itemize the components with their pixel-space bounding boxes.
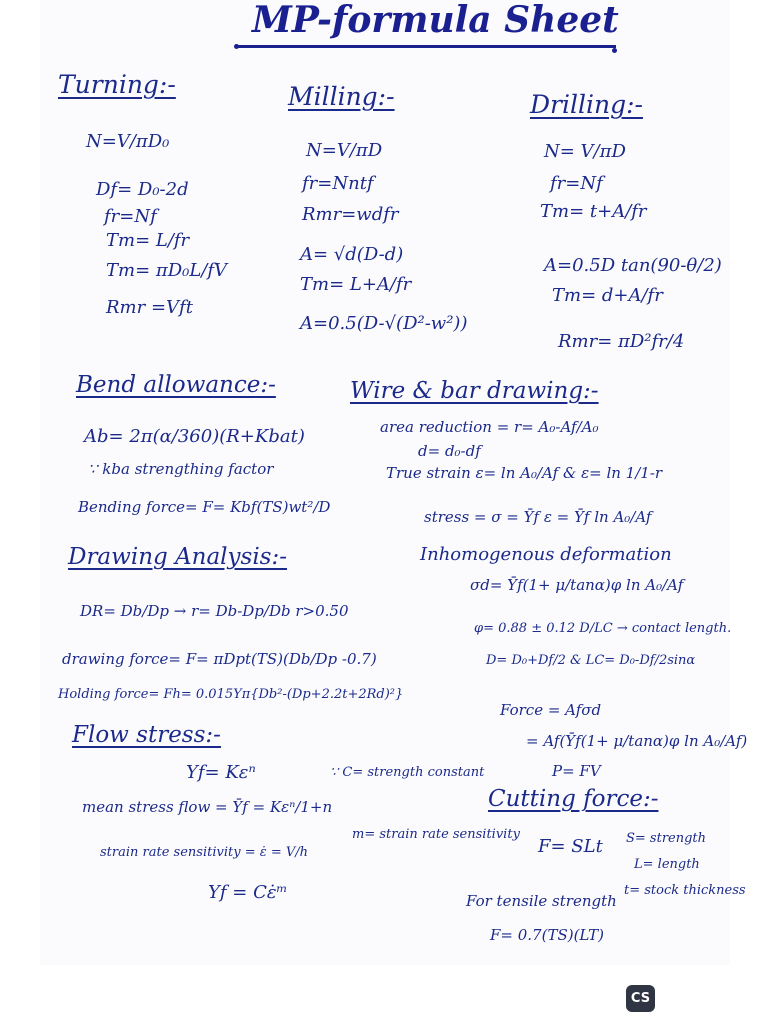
cutting-line-2: S= strength <box>626 831 707 846</box>
wire-line-1: area reduction = r= A₀-Af/A₀ <box>380 418 599 436</box>
milling-line-4: A= √d(D-d) <box>300 244 404 265</box>
inhomo-line-1: σd= Ȳf(1+ μ/tanα)φ ln A₀/Af <box>470 576 684 594</box>
inhomo-line-2: φ= 0.88 ± 0.12 D/LC → contact length. <box>474 621 732 636</box>
milling-heading: Milling:- <box>288 82 395 111</box>
turning-line-1: N=V/πD₀ <box>86 131 170 152</box>
camscanner-logo: CS <box>626 985 655 1012</box>
inhomo-line-4: Force = Afσd <box>500 701 602 719</box>
flow-line-5: m= strain rate sensitivity <box>352 827 520 842</box>
title-dot-right <box>612 48 617 53</box>
turning-heading: Turning:- <box>58 70 176 99</box>
milling-line-6: A=0.5(D-√(D²-w²)) <box>300 313 468 334</box>
cutting-line-6: F= 0.7(TS)(LT) <box>490 926 605 944</box>
bend-line-1: Ab= 2π(α/360)(R+Kbat) <box>84 426 305 447</box>
turning-line-2: Df= D₀-2d <box>96 179 189 200</box>
milling-line-3: Rmr=wdfr <box>302 204 399 225</box>
cutting-line-5: t= stock thickness <box>624 883 746 898</box>
cutting-line-4: For tensile strength <box>466 892 617 910</box>
inhomo-line-6: P= FV <box>552 762 601 780</box>
turning-line-5: Tm= πD₀L/fV <box>106 260 228 281</box>
title-underline <box>238 45 616 48</box>
drilling-line-2: fr=Nf <box>550 173 603 194</box>
drilling-heading: Drilling:- <box>530 90 643 119</box>
drilling-line-6: Rmr= πD²fr/4 <box>558 331 685 352</box>
turning-line-4: Tm= L/fr <box>106 230 190 251</box>
drilling-line-3: Tm= t+A/fr <box>540 201 647 222</box>
drilling-line-1: N= V/πD <box>544 141 626 162</box>
wire-heading: Wire & bar drawing:- <box>350 378 599 404</box>
cutting-line-1: F= SLt <box>538 836 603 857</box>
flow-heading: Flow stress:- <box>72 722 221 748</box>
page-title: MP-formula Sheet <box>252 0 619 41</box>
drawing-line-1: DR= Db/Dp → r= Db-Dp/Db r>0.50 <box>80 602 349 620</box>
inhomo-line-3: D= D₀+Df/2 & LC= D₀-Df/2sinα <box>486 653 696 668</box>
cutting-heading: Cutting force:- <box>488 786 659 812</box>
wire-line-4: stress = σ = Ȳf ε = Ȳf ln A₀/Af <box>424 508 652 526</box>
turning-line-3: fr=Nf <box>104 206 157 227</box>
flow-line-2: ∵ C= strength constant <box>330 765 485 780</box>
bend-line-2: ∵ kba strengthing factor <box>88 460 274 478</box>
flow-line-4: strain rate sensitivity = ε̇ = V/h <box>100 845 308 860</box>
milling-line-2: fr=Nntf <box>302 173 374 194</box>
milling-line-1: N=V/πD <box>306 140 383 161</box>
drilling-line-4: A=0.5D tan(90-θ/2) <box>544 255 722 276</box>
wire-line-3: True strain ε= ln A₀/Af & ε= ln 1/1-r <box>386 464 663 482</box>
flow-line-6: Yf = Cε̇ᵐ <box>208 882 288 903</box>
drawing-line-2: drawing force= F= πDpt(TS)(Db/Dp -0.7) <box>62 650 377 668</box>
flow-line-1: Yf= Kεⁿ <box>186 762 256 783</box>
bend-line-3: Bending force= F= Kbf(TS)wt²/D <box>78 498 331 516</box>
drawing-heading: Drawing Analysis:- <box>68 544 288 570</box>
cutting-line-3: L= length <box>634 857 700 872</box>
milling-line-5: Tm= L+A/fr <box>300 274 412 295</box>
inhomo-line-5: = Af(Ȳf(1+ μ/tanα)φ ln A₀/Af) <box>526 732 748 750</box>
wire-line-2: d= d₀-df <box>418 442 481 460</box>
flow-line-3: mean stress flow = Ȳf = Kεⁿ/1+n <box>82 798 333 816</box>
bend-heading: Bend allowance:- <box>76 372 276 398</box>
title-dot-left <box>234 44 239 49</box>
inhomo-heading: Inhomogenous deformation <box>420 544 672 565</box>
drilling-line-5: Tm= d+A/fr <box>552 285 663 306</box>
drawing-line-3: Holding force= Fh= 0.015Yπ{Db²-(Dp+2.2t+2Rd)²} <box>58 687 404 702</box>
turning-line-6: Rmr =Vft <box>106 297 193 318</box>
